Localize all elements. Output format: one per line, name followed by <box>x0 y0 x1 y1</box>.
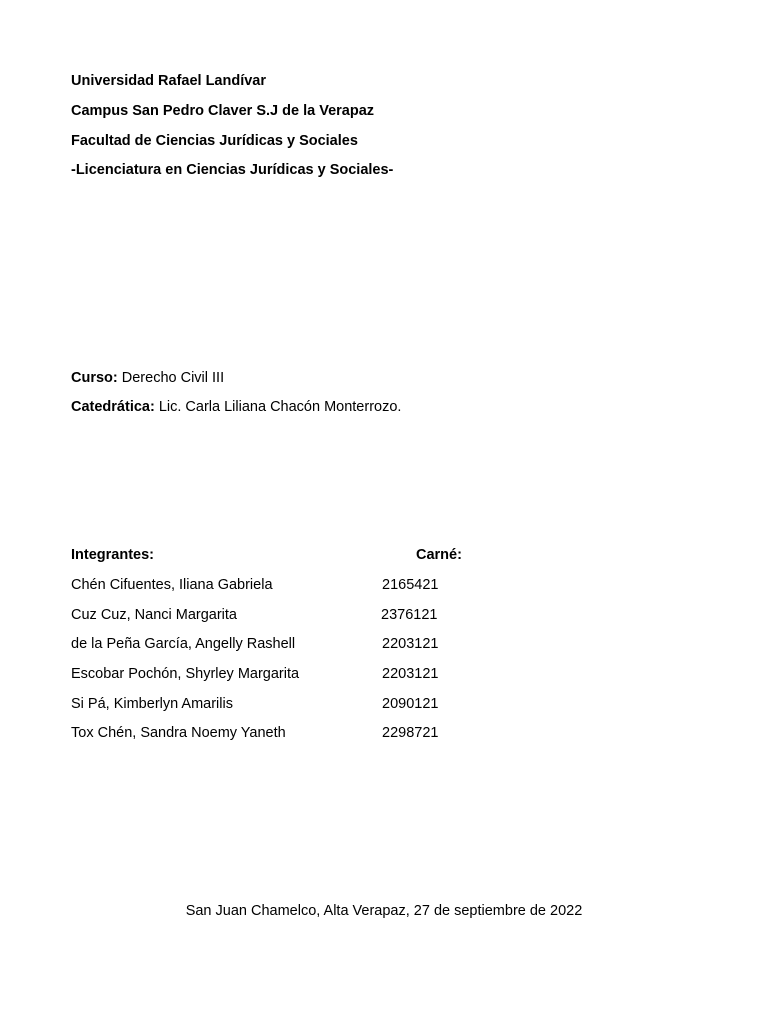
members-id-header: Carné: <box>416 547 462 563</box>
university-name: Universidad Rafael Landívar <box>71 73 267 89</box>
degree-name: -Licenciatura en Ciencias Jurídicas y Sociales- <box>71 162 394 178</box>
course-value: Derecho Civil III <box>121 370 225 386</box>
member-id: 2376121 <box>381 607 438 623</box>
teacher-line <box>71 398 401 416</box>
member-id: 2203121 <box>382 666 439 682</box>
course-label: Curso: <box>71 370 118 386</box>
place-date: San Juan Chamelco, Alta Verapaz, 27 de septiembre de 2022 <box>185 903 583 919</box>
course-line <box>71 369 224 387</box>
teacher-label: Catedrática: <box>71 399 155 415</box>
campus-name: Campus San Pedro Claver S.J de la Verapaz <box>71 103 375 119</box>
member-name: Tox Chén, Sandra Noemy Yaneth <box>71 725 286 741</box>
member-name: Cuz Cuz, Nanci Margarita <box>71 607 237 623</box>
faculty-name: Facultad de Ciencias Jurídicas y Sociales <box>71 133 358 149</box>
members-name-header: Integrantes: <box>71 547 154 563</box>
member-id: 2298721 <box>382 725 439 741</box>
member-id: 2165421 <box>382 577 439 593</box>
teacher-value: Lic. Carla Liliana Chacón Monterrozo. <box>158 399 402 415</box>
member-id: 2203121 <box>382 636 439 652</box>
member-name: Chén Cifuentes, Iliana Gabriela <box>71 577 273 593</box>
member-name: de la Peña García, Angelly Rashell <box>71 636 296 652</box>
member-name: Si Pá, Kimberlyn Amarilis <box>71 696 233 712</box>
member-name: Escobar Pochón, Shyrley Margarita <box>71 666 300 682</box>
member-id: 2090121 <box>382 696 439 712</box>
